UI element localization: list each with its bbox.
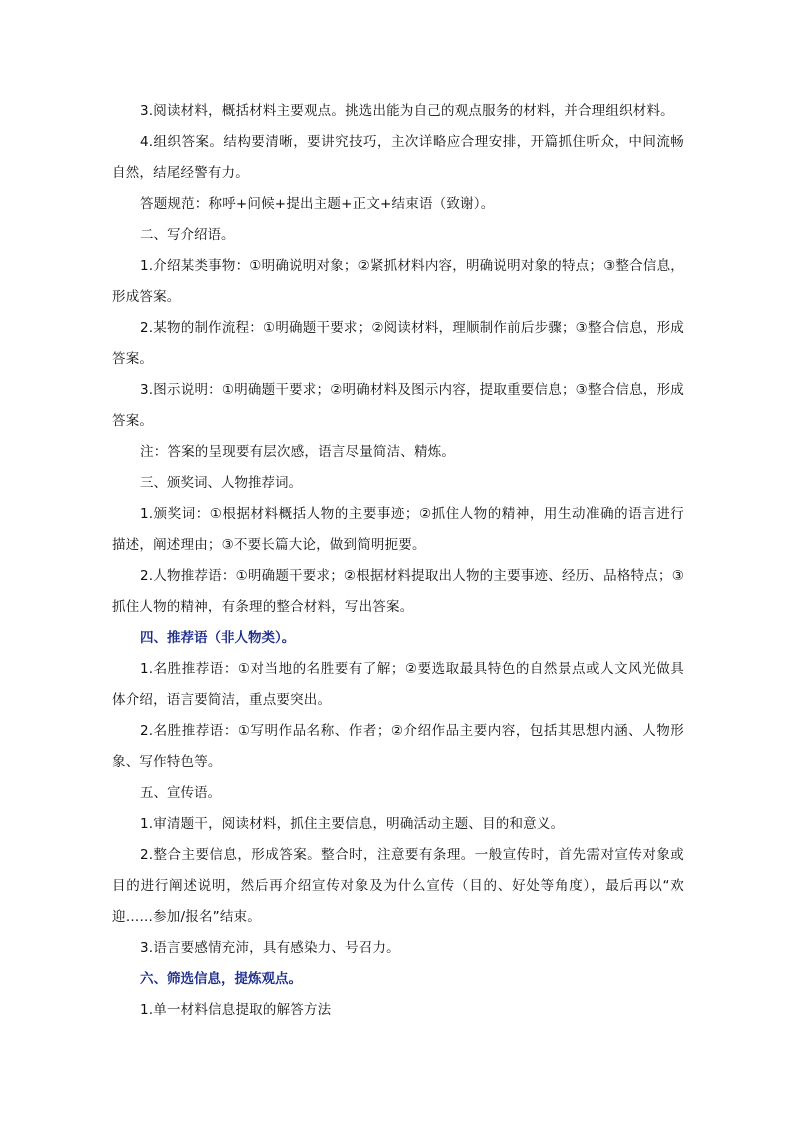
section-heading-award-speech: 三、颁奖词、人物推荐词。: [140, 475, 302, 491]
paragraph-single-material: 1.单一材料信息提取的解答方法: [140, 1002, 332, 1018]
section-heading-publicity: 五、宣传语。: [140, 785, 221, 801]
paragraph-diagram-explanation: 3.图示说明：①明确题干要求；②明确材料及图示内容，提取重要信息；③整合信息，形成答案。: [112, 382, 684, 429]
paragraph-work-recommendation: 2.名胜推荐语：①写明作品名称、作者；②介绍作品主要内容，包括其思想内涵、人物形象、写作特色等。: [112, 723, 684, 770]
paragraph-production-process: 2.某物的制作流程：①明确题干要求；②阅读材料，理顺制作前后步骤；③整合信息，形成答案。: [112, 320, 684, 367]
paragraph-examine-question: 1.审清题干，阅读材料，抓住主要信息，明确活动主题、目的和意义。: [140, 816, 565, 832]
paragraph-person-recommendation: 2.人物推荐语：①明确题干要求；②根据材料提取出人物的主要事迹、经历、品格特点；③抓住人物的精神，有条理的整合材料，写出答案。: [112, 568, 684, 615]
document-body: [112, 96, 684, 1026]
paragraph-integrate-information: 2.整合主要信息，形成答案。整合时，注意要有条理。一般宣传时，首先需对宣传对象或目的进行阐述说明，然后再介绍宣传对象及为什么宣传（目的、好处等角度），最后再以“欢迎……参加/报名”结束。: [112, 847, 684, 925]
paragraph-note: 注：答案的呈现要有层次感，语言尽量简洁、精炼。: [140, 444, 456, 460]
section-heading-recommendation: 四、推荐语（非人物类）。: [140, 630, 296, 646]
paragraph-scenic-recommendation: 1.名胜推荐语：①对当地的名胜要有了解；②要选取最具特色的自然景点或人文风光做具体介绍，语言要简洁，重点要突出。: [112, 661, 684, 708]
paragraph-language-emotion: 3.语言要感情充沛，具有感染力、号召力。: [140, 940, 400, 956]
paragraph-answer-format: 答题规范：称呼+问候+提出主题+正文+结束语（致谢）。: [140, 196, 495, 212]
paragraph-read-materials: 3.阅读材料，概括材料主要观点。挑选出能为自己的观点服务的材料，并合理组织材料。: [140, 103, 674, 119]
paragraph-award-speech: 1.颁奖词：①根据材料概括人物的主要事迹；②抓住人物的精神，用生动准确的语言进行描述，阐述理由；③不要长篇大论，做到简明扼要。: [112, 506, 684, 553]
paragraph-introduce-things: 1.介绍某类事物：①明确说明对象；②紧抓材料内容，明确说明对象的特点；③整合信息，形成答案。: [112, 258, 684, 305]
section-heading-introduction: 二、写介绍语。: [140, 227, 235, 243]
paragraph-organize-answer: 4.组织答案。结构要清晰，要讲究技巧，主次详略应合理安排，开篇抓住听众，中间流畅自然，结尾经警有力。: [112, 134, 684, 181]
section-heading-filter-information: 六、筛选信息，提炼观点。: [140, 971, 302, 987]
